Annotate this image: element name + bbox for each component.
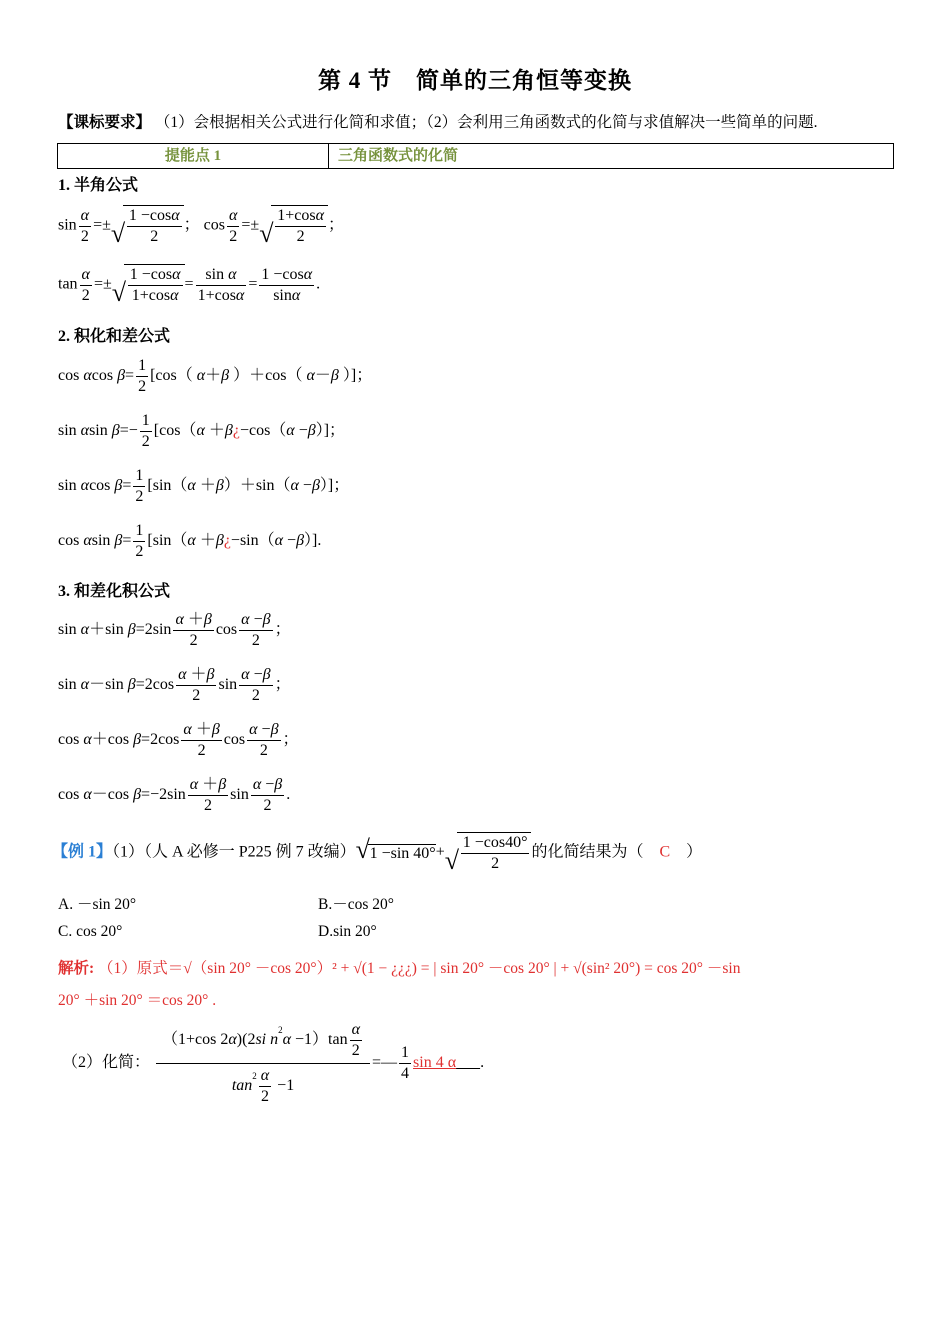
formula-pts-1: cos αcos β= $\frac{1}{2}$ [cos（ α＋β ）＋cos（ α－β ）]； bbox=[58, 357, 373, 395]
example-1-question: 【例 1】（1）（人 A 必修一 P225 例 7 改编）√ 1 −sin 40°+ √ $\frac{1 -\cos 40^\circ}{2}$ 的化简结果为（ C ） bbox=[52, 832, 702, 874]
example-part2-answer: sin 4 α bbox=[413, 1054, 457, 1072]
formula-stp-3: cos α＋cos β=2cos $\frac{\alpha +\beta}{2}$ cos $\frac{\alpha -\beta}{2}$ ； bbox=[58, 721, 299, 759]
example-close: ） bbox=[686, 843, 703, 861]
example-part2: （2）化简： （1+cos 2α)(2si $n^2\alpha -1)\tan$ $\frac{\alpha}{2}$ $\tan^2$ $\frac{\alpha}{2}$ −1 =— $\frac{1}{4}$ sin 4 α . bbox=[62, 1021, 485, 1105]
knowledge-point-label: 提能点 1 bbox=[58, 144, 329, 168]
option-c: C. cos 20° bbox=[58, 923, 123, 940]
example-answer: C bbox=[659, 843, 671, 861]
formula-pts-2: sin αsin β=− $\frac{1}{2}$ [cos（α ＋β¿−cos（α −β）]； bbox=[58, 412, 346, 450]
example-label: 【例 1】 bbox=[52, 843, 113, 861]
formula-stp-2: sin α－sin β=2cos $\frac{\alpha +\beta}{2}$ sin $\frac{\alpha -\beta}{2}$ ； bbox=[58, 666, 291, 704]
example-part1-suffix: 的化简结果为（ bbox=[531, 843, 644, 861]
formula-pts-3: sin αcos β= $\frac{1}{2}$ [sin（α ＋β）＋sin（α −β）]； bbox=[58, 467, 350, 505]
formula-half-sin-cos: sin $\frac{\alpha}{2}$ =± √ $\frac{1 -\cos\alpha}{2}$ ； cos $\frac{\alpha}{2}$ =± √ $\frac{1+\cos\alpha}{2}$ ； bbox=[58, 205, 344, 247]
solution-label: 解析: bbox=[58, 960, 95, 977]
solution-line-1 bbox=[58, 956, 740, 978]
option-d: D.sin 20° bbox=[318, 923, 377, 940]
knowledge-point-box bbox=[57, 143, 894, 169]
section-half-angle: 1. 半角公式 bbox=[58, 177, 139, 194]
formula-pts-4: cos αsin β= $\frac{1}{2}$ [sin（α ＋β¿−sin（α −β）]. bbox=[58, 522, 322, 560]
formula-stp-4: cos α－cos β=−2sin $\frac{\alpha +\beta}{2}$ sin $\frac{\alpha -\beta}{2}$ . bbox=[58, 776, 291, 814]
requirement-label: 【课标要求】 bbox=[58, 114, 152, 131]
option-b: B.－cos 20° bbox=[318, 896, 394, 913]
section-sum-to-product: 3. 和差化积公式 bbox=[58, 583, 171, 600]
page-title: 第 4 节 简单的三角恒等变换 bbox=[318, 68, 632, 93]
example-part1-prefix: （1）（人 A 必修一 P225 例 7 改编） bbox=[112, 843, 356, 861]
requirement-text: （1）会根据相关公式进行化简和求值；（2）会利用三角函数式的化简与求值解决一些简单的问题. bbox=[154, 114, 818, 131]
course-requirement bbox=[58, 110, 818, 132]
solution-text-1: （1）原式＝√（sin 20° －cos 20°）² + √(1 − ¿¿¿) = | sin 20° －cos 20° | + √(sin² 20°) = cos 20° －sin bbox=[98, 960, 741, 977]
example-part2-prefix: （2）化简： bbox=[62, 1054, 151, 1072]
formula-stp-1: sin α＋sin β=2sin $\frac{\alpha +\beta}{2}$ cos $\frac{\alpha -\beta}{2}$ ； bbox=[58, 611, 291, 649]
formula-half-tan: tan $\frac{\alpha}{2}$ =± √ $\frac{1 -\cos\alpha}{1+\cos\alpha}$ = $\frac{\text{sin α}}{1+\cos\alpha}$ = $\frac{1 -\cos\alpha}{\sin\alpha}$ . bbox=[58, 264, 320, 306]
solution-line-2: 20° ＋sin 20° ＝cos 20° . bbox=[58, 992, 217, 1009]
knowledge-point-topic: 三角函数式的化简 bbox=[338, 148, 459, 164]
option-a: A. －sin 20° bbox=[58, 896, 137, 913]
section-product-to-sum: 2. 积化和差公式 bbox=[58, 328, 171, 345]
